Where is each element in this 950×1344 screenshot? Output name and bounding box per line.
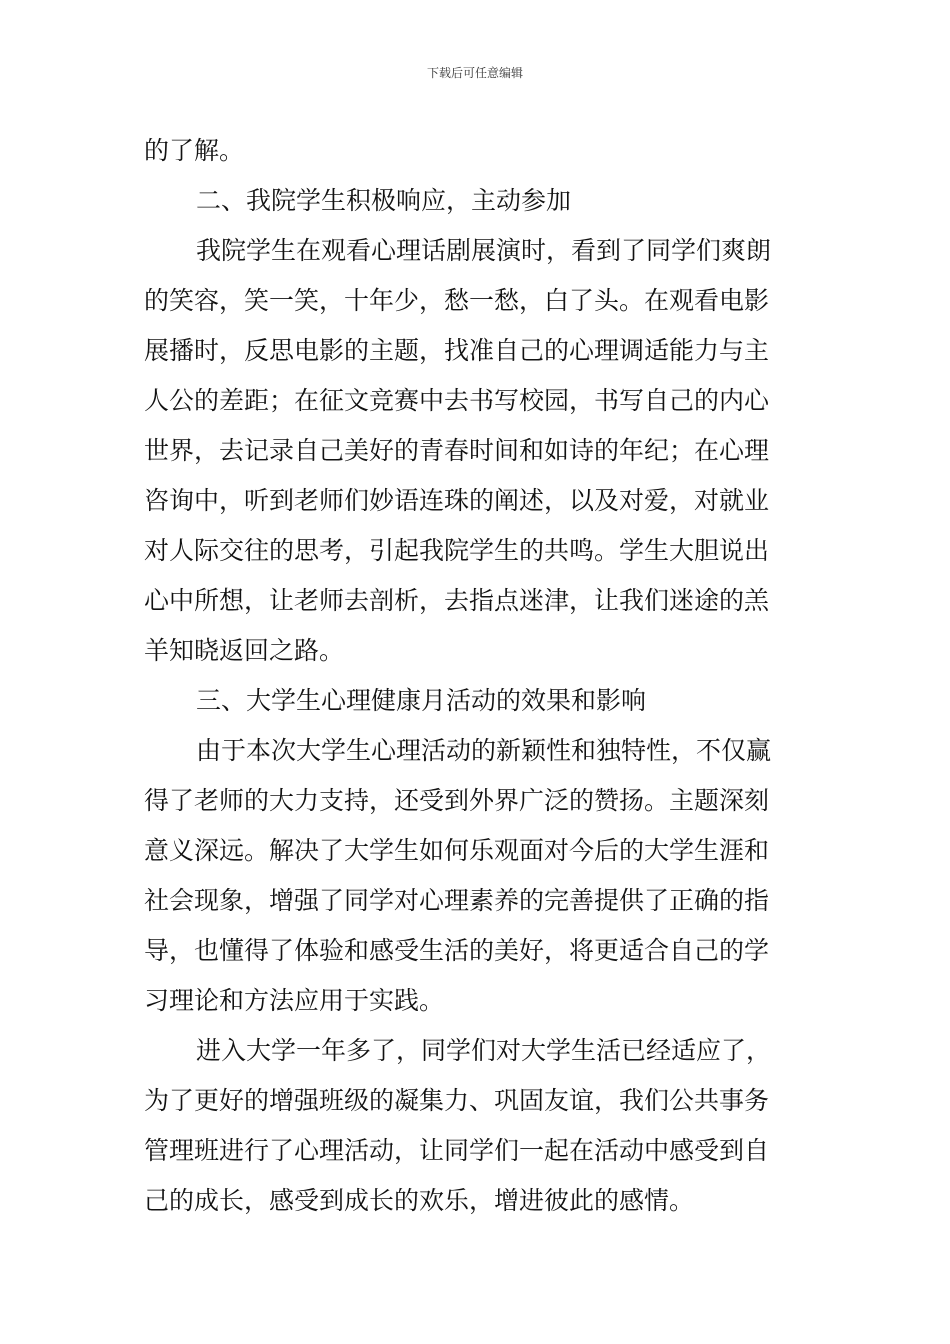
text-line: 对人际交往的思考，引起我院学生的共鸣。学生大胆说出 bbox=[144, 536, 770, 565]
text-line: 咨询中，听到老师们妙语连珠的阐述，以及对爱，对就业 bbox=[144, 486, 770, 515]
text-line: 社会现象，增强了同学对心理素养的完善提供了正确的指 bbox=[144, 886, 770, 915]
body-text bbox=[144, 126, 806, 1226]
text-line: 管理班进行了心理活动，让同学们一起在活动中感受到自 bbox=[144, 1136, 770, 1165]
text-line: 世界，去记录自己美好的青春时间和如诗的年纪；在心理 bbox=[144, 436, 770, 465]
text-line: 进入大学一年多了，同学们对大学生活已经适应了， bbox=[196, 1036, 772, 1065]
text-line: 得了老师的大力支持，还受到外界广泛的赞扬。主题深刻 bbox=[144, 786, 770, 815]
text-line: 由于本次大学生心理活动的新颖性和独特性，不仅赢 bbox=[196, 736, 772, 765]
text-line: 为了更好的增强班级的凝集力、巩固友谊，我们公共事务 bbox=[144, 1086, 770, 1115]
text-line: 羊知晓返回之路。 bbox=[144, 636, 345, 665]
text-line: 意义深远。解决了大学生如何乐观面对今后的大学生涯和 bbox=[144, 836, 770, 865]
header-note: 下载后可任意编辑 bbox=[426, 66, 523, 80]
text-line: 导，也懂得了体验和感受生活的美好，将更适合自己的学 bbox=[144, 936, 770, 965]
section-heading: 二、我院学生积极响应，主动参加 bbox=[196, 186, 572, 215]
text-line: 我院学生在观看心理话剧展演时，看到了同学们爽朗 bbox=[196, 236, 772, 265]
text-line: 习理论和方法应用于实践。 bbox=[144, 986, 445, 1015]
text-line: 人公的差距；在征文竞赛中去书写校园，书写自己的内心 bbox=[144, 386, 770, 415]
text-line: 的了解。 bbox=[144, 136, 245, 165]
text-line: 心中所想，让老师去剖析，去指点迷津，让我们迷途的羔 bbox=[144, 586, 770, 615]
section-heading: 三、大学生心理健康月活动的效果和影响 bbox=[196, 686, 647, 715]
text-line: 展播时，反思电影的主题，找准自己的心理调适能力与主 bbox=[144, 336, 770, 365]
text-line: 的笑容，笑一笑，十年少，愁一愁，白了头。在观看电影 bbox=[144, 286, 770, 315]
text-line: 己的成长，感受到成长的欢乐，增进彼此的感情。 bbox=[144, 1186, 695, 1215]
